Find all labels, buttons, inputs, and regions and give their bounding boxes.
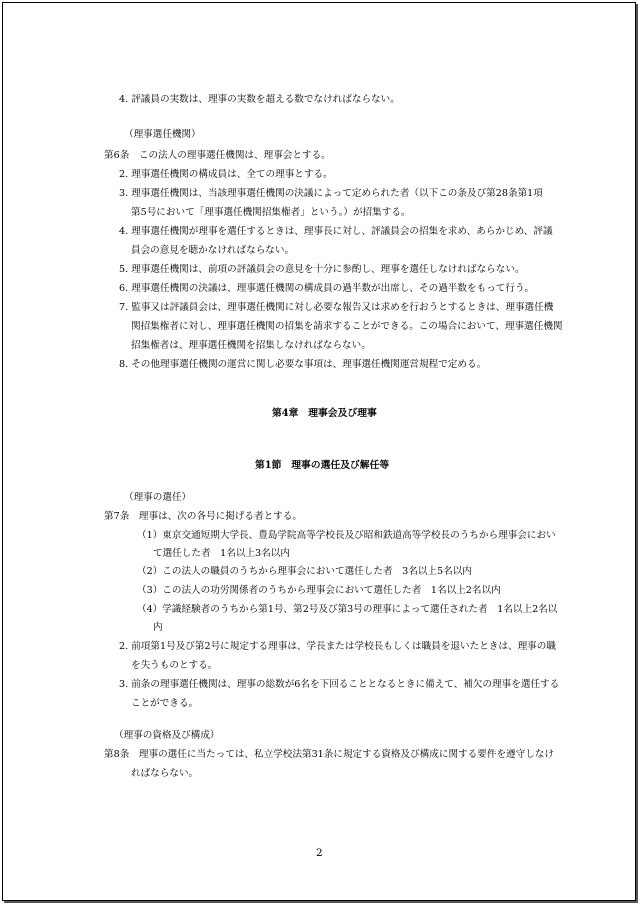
article6-item7-cont1: 関招集権者に対し、理事選任機関の招集を請求することができる。この場合において、理事選任機関 — [131, 321, 563, 332]
article5-item4: 4. 評議員の実数は、理事の実数を超える数でなければならない。 — [119, 94, 400, 105]
article6-item5: 5. 理事選任機関は、前項の評議員会の意見を十分に参酌し、理事を選任しなければならない。 — [119, 264, 525, 275]
article7-item2-cont: を失うものとする。 — [131, 660, 218, 671]
article6-item3-cont: 第5号において「理事選任機関招集権者」という。）が招集する。 — [131, 207, 411, 218]
article6-caption: （理事選任機関） — [124, 129, 201, 140]
article6-item2: 2. 理事選任機関の構成員は、全ての理事とする。 — [119, 169, 333, 180]
article6-item8: 8. その他理事選任機関の運営に関し必要な事項は、理事選任機関運営規程で定める。 — [119, 359, 487, 370]
article6-item7-cont2: 招集権者は、理事選任機関を招集しなければならない。 — [131, 340, 371, 351]
article7-item3: 3. 前条の理事選任機関は、理事の総数が6名を下回ることとなるときに備えて、補欠の理事を選任する — [119, 679, 560, 690]
article7-sub2: （2）この法人の職員のうちから理事会において選任した者 3名以上5名以内 — [137, 566, 472, 577]
article6-item7: 7. 監事又は評議員会は、理事選任機関に対し必要な報告又は求めを行おうとするときは、理事選任機 — [119, 302, 554, 313]
article7-item2: 2. 前項第1号及び第2号に規定する理事は、学長または学校長もしくは職員を退いたときは、理事の職 — [119, 641, 556, 652]
article7-caption: （理事の選任） — [124, 492, 192, 503]
article7-sub3: （3）この法人の功労関係者のうちから理事会において選任した者 1名以上2名以内 — [137, 585, 501, 596]
page-frame — [2, 2, 636, 901]
article6-heading: 第6条 この法人の理事選任機関は、理事会とする。 — [104, 150, 331, 161]
article6-item3: 3. 理事選任機関は、当該理事選任機関の決議によって定められた者（以下この条及び第28条第1項 — [119, 188, 543, 199]
article7-sub4: （4）学識経験者のうちから第1号、第2号及び第3号の理事によって選任された者 1名以上2名以 — [137, 604, 558, 615]
article7-item3-cont: ことができる。 — [131, 698, 199, 709]
chapter-heading: 第4章 理事会及び理事 — [272, 408, 377, 419]
article7-heading: 第7条 理事は、次の各号に掲げる者とする。 — [104, 511, 302, 522]
article7-sub4-cont: 内 — [153, 622, 163, 633]
article7-sub1-cont: て選任した者 1名以上3名以内 — [153, 548, 290, 559]
article8-cont: ればならない。 — [131, 768, 199, 779]
article7-sub1: （1）東京交通短期大学長、豊島学院高等学校長及び昭和鉄道高等学校長のうちから理事会におい — [137, 530, 556, 541]
article6-item4-cont: 員会の意見を聴かなければならない。 — [131, 245, 295, 256]
section-heading: 第1節 理事の選任及び解任等 — [255, 460, 390, 471]
page-number: 2 — [316, 847, 323, 859]
article6-item4: 4. 理事選任機関が理事を選任するときは、理事長に対し、評議員会の招集を求め、あらかじめ、評議 — [119, 226, 553, 237]
article8-heading: 第8条 理事の選任に当たっては、私立学校法第31条に規定する資格及び構成に関する要件を遵守しなけ — [104, 749, 555, 760]
article6-item6: 6. 理事選任機関の決議は、理事選任機関の構成員の過半数が出席し、その過半数をもって行う。 — [119, 283, 535, 294]
article8-caption: （理事の資格及び構成） — [114, 730, 220, 741]
